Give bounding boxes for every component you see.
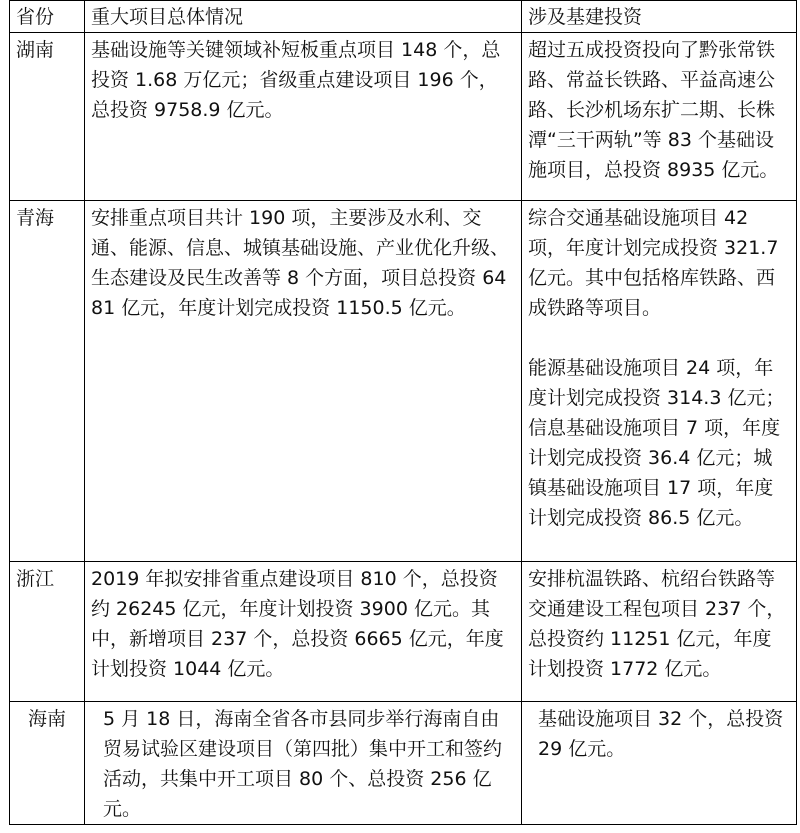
table-row xyxy=(10,33,797,201)
table-header-row xyxy=(10,1,797,33)
infrastructure-paragraph: 超过五成投资投向了黔张常铁路、常益长铁路、平益高速公路、长沙机场东扩二期、长株潭“三干两轨”等 83 个基础设施项目，总投资 8935 亿元。 xyxy=(528,39,779,181)
cell-province: 青海 xyxy=(10,201,85,562)
cell-infrastructure xyxy=(522,201,797,562)
infrastructure-paragraph: 能源基础设施项目 24 项，年度计划完成投资 314.3 亿元；信息基础设施项目 7 项，年度计划完成投资 36.4 亿元；城镇基础设施项目 17 项，年度计划完成投资 86.5 亿元。 xyxy=(528,357,785,529)
header-overview: 重大项目总体情况 xyxy=(85,1,522,33)
cell-overview: 安排重点项目共计 190 项，主要涉及水利、交通、能源、信息、城镇基础设施、产业优化升级、生态建设及民生改善等 8 个方面，项目总投资 6481 亿元，年度计划完成投资 1150.5 亿元。 xyxy=(85,201,522,562)
infrastructure-paragraph: 综合交通基础设施项目 42 项，年度计划完成投资 321.7 亿元。其中包括格库铁路、西成铁路等项目。 xyxy=(528,207,779,319)
cell-infrastructure xyxy=(522,33,797,201)
cell-infrastructure xyxy=(522,562,797,702)
table-row xyxy=(10,201,797,562)
table-row xyxy=(10,562,797,702)
cell-overview: 基础设施等关键领域补短板重点项目 148 个，总投资 1.68 万亿元；省级重点建设项目 196 个，总投资 9758.9 亿元。 xyxy=(85,33,522,201)
header-infrastructure: 涉及基建投资 xyxy=(522,1,797,33)
cell-province: 浙江 xyxy=(10,562,85,702)
header-province: 省份 xyxy=(10,1,85,33)
infrastructure-paragraph: 基础设施项目 32 个，总投资 29 亿元。 xyxy=(538,708,784,760)
cell-province: 海南 xyxy=(10,702,85,825)
cell-province: 湖南 xyxy=(10,33,85,201)
table-row xyxy=(10,702,797,825)
infrastructure-paragraph: 安排杭温铁路、杭绍台铁路等交通建设工程包项目 237 个，总投资约 11251 亿元，年度计划投资 1772 亿元。 xyxy=(528,568,786,680)
cell-overview: 5 月 18 日，海南全省各市县同步举行海南自由贸易试验区建设项目（第四批）集中开工和签约活动，共集中开工项目 80 个、总投资 256 亿元。 xyxy=(85,702,522,825)
investment-table xyxy=(9,0,797,825)
cell-overview: 2019 年拟安排省重点建设项目 810 个，总投资约 26245 亿元，年度计划投资 3900 亿元。其中，新增项目 237 个，总投资 6665 亿元，年度计划投资 1044 亿元。 xyxy=(85,562,522,702)
cell-infrastructure xyxy=(522,702,797,825)
